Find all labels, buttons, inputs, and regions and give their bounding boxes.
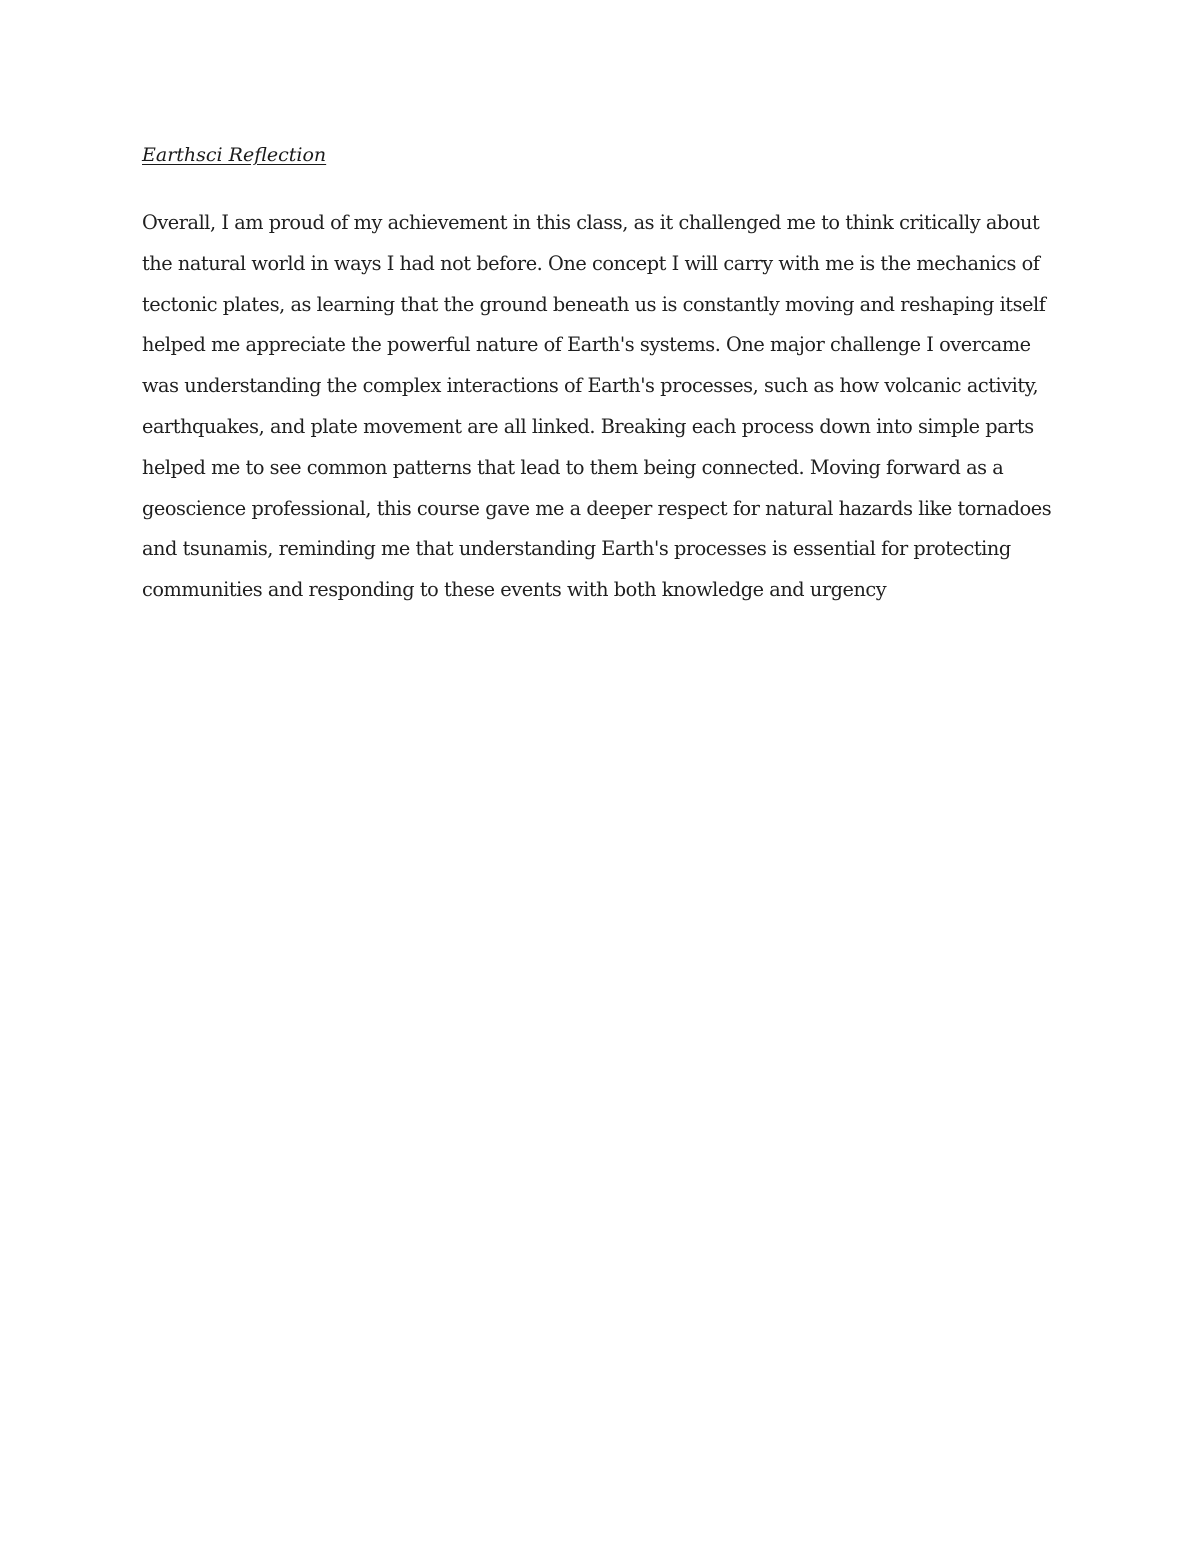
paragraph-line: Overall, I am proud of my achievement in this class, as it challenged me to think critically about [142,211,1040,234]
paragraph-line: earthquakes, and plate movement are all linked. Breaking each process down into simple parts [142,414,1034,438]
paragraph-line: helped me to see common patterns that lead to them being connected. Moving forward as a [142,455,1004,479]
paragraph-line: the natural world in ways I had not before. One concept I will carry with me is the mechanics of [142,251,1040,275]
reflection-paragraph [142,203,1072,611]
paragraph-line: tectonic plates, as learning that the ground beneath us is constantly moving and reshaping itself [142,292,1046,316]
paragraph-line: communities and responding to these events with both knowledge and urgency [142,578,887,602]
document-title: Earthsci Reflection [142,144,327,166]
paragraph-line: geoscience professional, this course gave me a deeper respect for natural hazards like tornadoes [142,496,1052,520]
paragraph-line: was understanding the complex interactions of Earth's processes, such as how volcanic activity, [142,374,1039,398]
paragraph-line: and tsunamis, reminding me that understanding Earth's processes is essential for protecting [142,537,1011,561]
paragraph-line: helped me appreciate the powerful nature of Earth's systems. One major challenge I overcame [142,333,1031,357]
